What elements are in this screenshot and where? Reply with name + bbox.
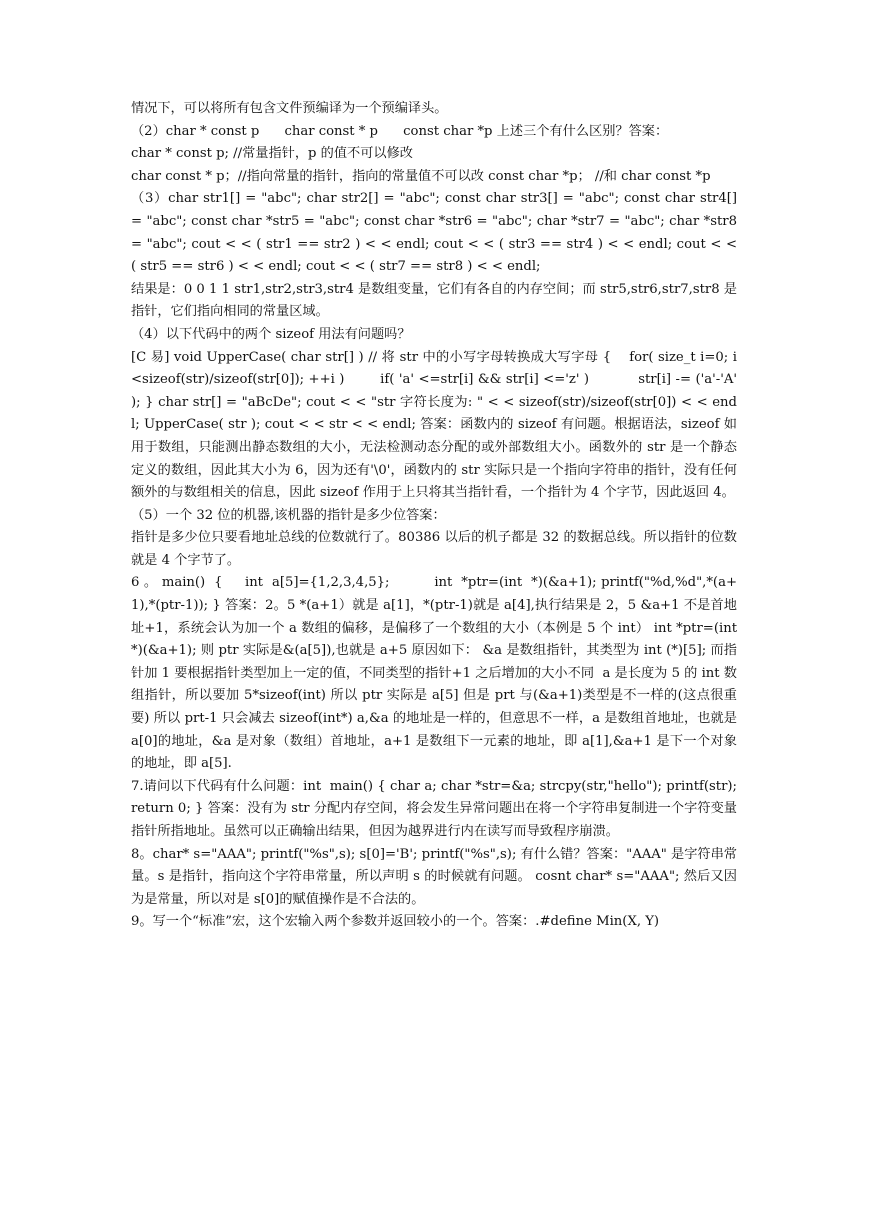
paragraph-1: 情况下，可以将所有包含文件预编译为一个预编译头。: [131, 101, 448, 116]
paragraph-12: 7.请问以下代码有什么问题：int main() { char a; char *str=&a; strcpy(str,"hello"); printf(str); return 0; } 答案：没有为 str 分配内存空间，将会发生异常问题出在将一个字符串复制进一个字符变量指针所指地址。虽然可以正确输出结果，但因为越界进行内在读写而导致程序崩溃。: [131, 778, 742, 839]
document-page: [131, 98, 742, 934]
paragraph-8: [C 易] void UpperCase( char str[] ) // 将 str 中的小写字母转换成大写字母 { for( size_t i=0; i <sizeof(str)/sizeof(str[0]); ++i ) if( 'a' <=str[i] && str[i] <='z' ) str[i] -= ('a'-'A' ); } char str[] = "aBcDe"; cout < < "str 字符长度为: " < < sizeof(str)/sizeof(str[0]) < < endl; UpperCase( str ); cout < < str < < endl; 答案：函数内的 sizeof 有问题。根据语法，sizeof 如用于数组，只能测出静态数组的大小，无法检测动态分配的或外部数组大小。函数外的 str 是一个静态定义的数组，因此其大小为 6，因为还有'\0'，函数内的 str 实际只是一个指向字符串的指针，没有任何额外的与数组相关的信息，因此 sizeof 作用于上只将其当指针看，一个指针为 4 个字节，因此返回 4。: [131, 349, 742, 501]
paragraph-7: （4）以下代码中的两个 sizeof 用法有问题吗？: [131, 326, 411, 342]
paragraph-9: （5）一个 32 位的机器,该机器的指针是多少位答案：: [131, 507, 446, 523]
paragraph-4: char const * p；//指向常量的指针，指向的常量值不可以改 const char *p； //和 char const *p: [131, 168, 711, 184]
paragraph-14: 9。写一个“标准”宏，这个宏输入两个参数并返回较小的一个。答案：.#define Min(X, Y): [131, 914, 660, 930]
paragraph-3: char * const p; //常量指针，p 的值不可以修改: [131, 146, 413, 162]
paragraph-11: 6 。 main() { int a[5]={1,2,3,4,5}; int *ptr=(int *)(&a+1); printf("%d,%d",*(a+1),*(ptr-1)); } 答案：2。5 *(a+1）就是 a[1]，*(ptr-1)就是 a[4],执行结果是 2，5 &a+1 不是首地址+1，系统会认为加一个 a 数组的偏移，是偏移了一个数组的大小（本例是 5 个 int） int *ptr=(int *)(&a+1); 则 ptr 实际是&(a[5]),也就是 a+5 原因如下： &a 是数组指针，其类型为 int (*)[5]; 而指针加 1 要根据指针类型加上一定的值，不同类型的指针+1 之后增加的大小不同 a 是长度为 5 的 int 数组指针，所以要加 5*sizeof(int) 所以 ptr 实际是 a[5] 但是 prt 与(&a+1)类型是不一样的(这点很重要) 所以 prt-1 只会减去 sizeof(int*) a,&a 的地址是一样的，但意思不一样，a 是数组首地址，也就是 a[0]的地址，&a 是对象（数组）首地址，a+1 是数组下一元素的地址，即 a[1],&a+1 是下一个对象的地址，即 a[5].: [131, 575, 742, 772]
paragraph-13: 8。char* s="AAA"; printf("%s",s); s[0]='B'; printf("%s",s); 有什么错？答案："AAA" 是字符串常量。s 是指针，指向这个字符串常量，所以声明 s 的时候就有问题。 cosnt char* s="AAA"; 然后又因为是常量，所以对是 s[0]的赋值操作是不合法的。: [131, 846, 737, 907]
paragraph-2: （2）char * const p char const * p const char *p 上述三个有什么区别？答案：: [131, 123, 669, 139]
paragraph-6: 结果是：0 0 1 1 str1,str2,str3,str4 是数组变量，它们有各自的内存空间；而 str5,str6,str7,str8 是指针，它们指向相同的常量区域。: [131, 281, 737, 320]
paragraph-10: 指针是多少位只要看地址总线的位数就行了。80386 以后的机子都是 32 的数据总线。所以指针的位数就是 4 个字节了。: [131, 530, 737, 568]
paragraph-5: （3）char str1[] = "abc"; char str2[] = "abc"; const char str3[] = "abc"; const char str4[] = "abc"; const char *str5 = "abc"; const char *str6 = "abc"; char *str7 = "abc"; char *str8 = "abc"; cout < < ( str1 == str2 ) < < endl; cout < < ( str3 == str4 ) < < endl; cout < < ( str5 == str6 ) < < endl; cout < < ( str7 == str8 ) < < endl;: [131, 191, 742, 275]
